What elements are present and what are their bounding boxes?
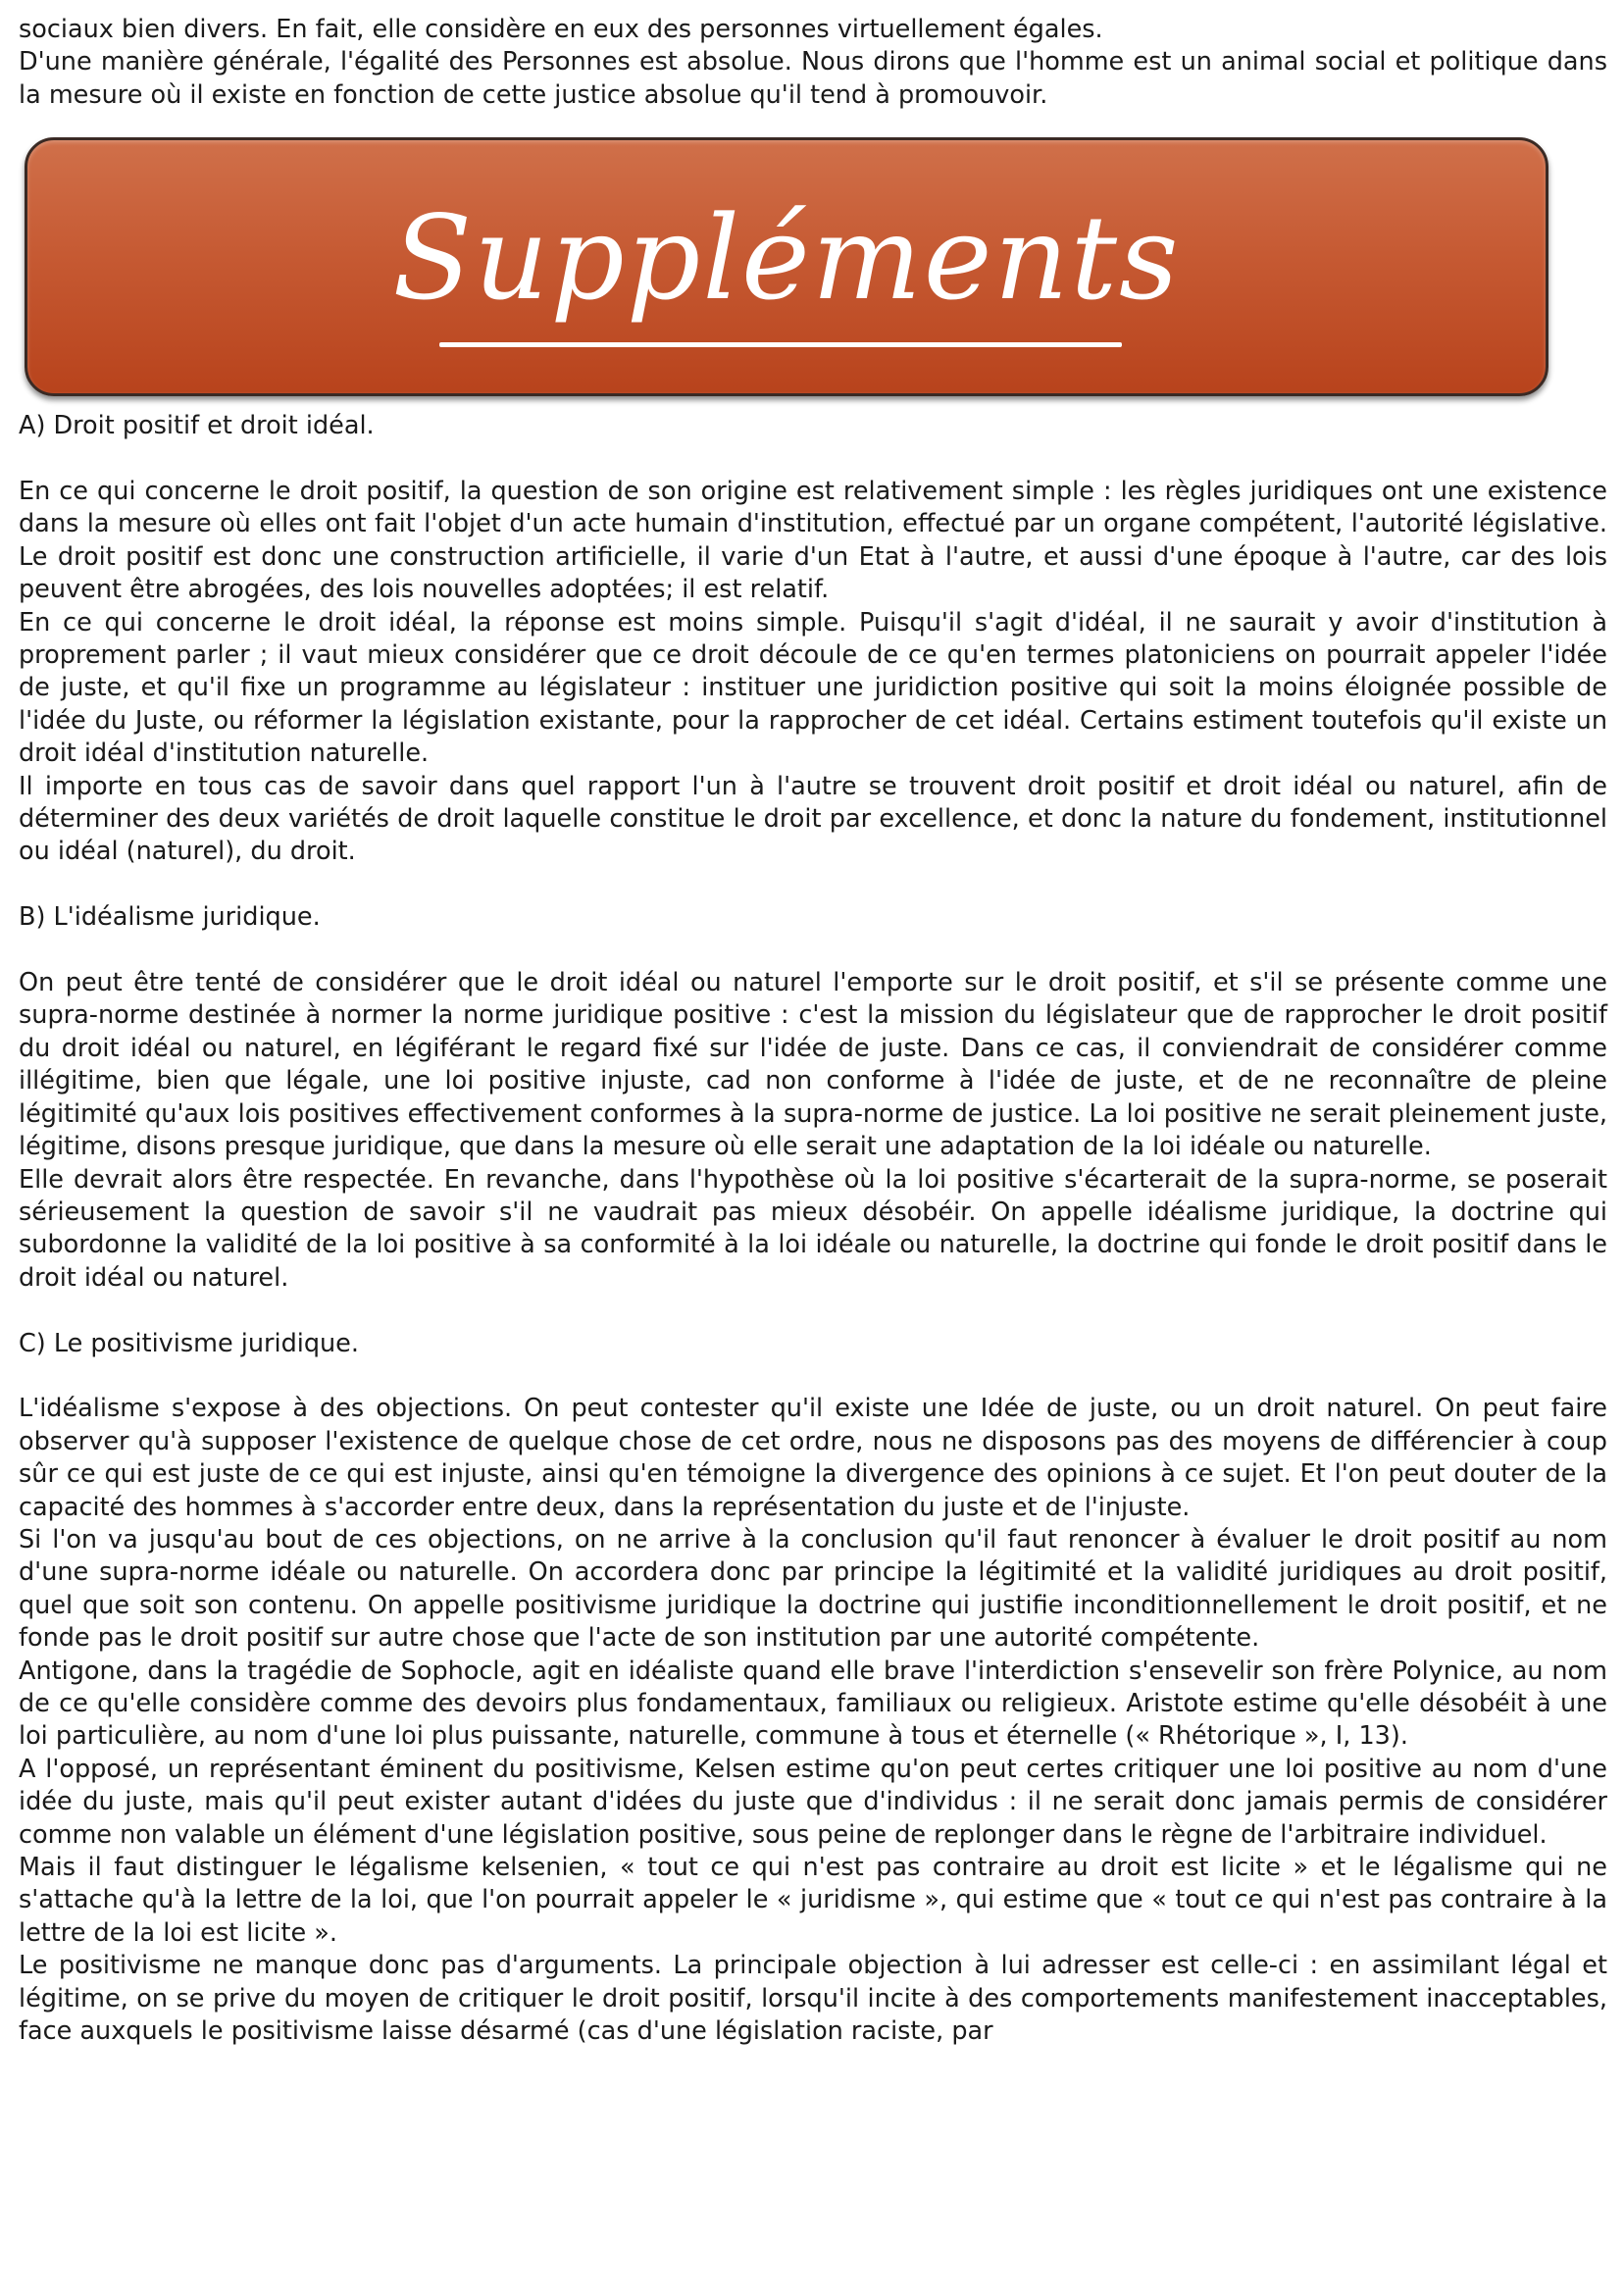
section-c-paragraph-2: Si l'on va jusqu'au bout de ces objections, on ne arrive à la conclusion qu'il faut renoncer à évaluer le droit positif au nom d'une supra-norme idéale ou naturelle. On accordera donc par principe la légitimité et la validité juridiques au droit positif, quel que soit son contenu. On appelle positivisme juridique la doctrine qui justifie inconditionnellement le droit positif, et ne fonde pas le droit positif sur autre chose que l'acte de son institution par une autorité compétente. xyxy=(19,1524,1607,1654)
banner-underline xyxy=(439,342,1122,347)
section-c-heading: C) Le positivisme juridique. xyxy=(19,1328,359,1358)
section-a-paragraph-1: En ce qui concerne le droit positif, la question de son origine est relativement simple : les règles juridiques ont une existence dans la mesure où elles ont fait l'objet d'un acte humain d'institution, effectué par un organe compétent, l'autorité législative. Le droit positif est donc une construction artificielle, il varie d'un Etat à l'autre, et aussi d'une époque à l'autre, car des lois peuvent être abrogées, des lois nouvelles adoptées; il est relatif. xyxy=(19,477,1607,605)
document-page xyxy=(19,14,1607,2048)
section-b-heading: B) L'idéalisme juridique. xyxy=(19,902,321,933)
spacer xyxy=(19,443,1607,476)
spacer xyxy=(19,935,1607,967)
banner-panel xyxy=(25,137,1548,396)
section-c-paragraph-1: L'idéalisme s'expose à des objections. On peut contester qu'il existe une Idée de juste, ou un droit naturel. On peut faire observer qu'à supposer l'existence de quelque chose de cet ordre, nous ne disposons pas des moyens de différencier à coup sûr ce qui est juste de ce qui est injuste, ainsi qu'en témoigne la divergence des opinions à ce sujet. Et l'on peut douter de la capacité des hommes à s'accorder entre deux, dans la représentation du juste et de l'injuste. xyxy=(19,1394,1607,1522)
section-b-paragraph-2: Elle devrait alors être respectée. En revanche, dans l'hypothèse où la loi positive s'écarterait de la supra-norme, se poserait sérieusement la question de savoir s'il ne vaudrait pas mieux désobéir. On appelle idéalisme juridique, la doctrine qui subordonne la validité de la loi positive à sa conformité à la loi idéale ou naturelle, la doctrine qui fonde le droit positif dans le droit idéal ou naturel. xyxy=(19,1164,1607,1293)
supplements-banner xyxy=(19,126,1607,410)
spacer xyxy=(19,869,1607,901)
section-c-paragraph-3: Antigone, dans la tragédie de Sophocle, agit en idéaliste quand elle brave l'interdiction s'ensevelir son frère Polynice, au nom de ce qu'elle considère comme des devoirs plus fondamentaux, familiaux ou religieux. Aristote estime qu'elle désobéit à une loi particulière, au nom d'une loi plus puissante, naturelle, commune à tous et éternelle (« Rhétorique », I, 13). xyxy=(19,1656,1607,1752)
section-c-paragraph-5: Mais il faut distinguer le légalisme kelsenien, « tout ce qui n'est pas contraire au droit est licite » et le légalisme qui ne s'attache qu'à la lettre de la loi, que l'on pourrait appeler le « juridisme », qui estime que « tout ce qui n'est pas contraire à la lettre de la loi est licite ». xyxy=(19,1853,1607,1948)
banner-title: Suppléments xyxy=(392,190,1181,327)
spacer xyxy=(19,1360,1607,1393)
spacer xyxy=(19,1295,1607,1327)
section-a-paragraph-3: Il importe en tous cas de savoir dans quel rapport l'un à l'autre se trouvent droit positif et droit idéal ou naturel, afin de déterminer des deux variétés de droit laquelle constitue le droit par excellence, et donc la nature du fondement, institutionnel ou idéal (naturel), du droit. xyxy=(19,771,1607,867)
section-c-paragraph-6: Le positivisme ne manque donc pas d'arguments. La principale objection à lui adresser est celle-ci : en assimilant légal et légitime, on se prive du moyen de critiquer le droit positif, lorsqu'il incite à des comportements manifestement inacceptables, face auxquels le positivisme laisse désarmé (cas d'une législation raciste, par xyxy=(19,1951,1607,2047)
section-b-paragraph-1: On peut être tenté de considérer que le droit idéal ou naturel l'emporte sur le droit positif, et s'il se présente comme une supra-norme destinée à normer la norme juridique positive : c'est la mission du législateur que de rapprocher le droit positif du droit idéal ou naturel, en légiférant le regard fixé sur l'idée de juste. Dans ce cas, il conviendrait de considérer comme illégitime, bien que légale, une loi positive injuste, cad non conforme à l'idée de juste, et de ne reconnaître de pleine légitimité qu'aux lois positives effectivement conformes à la supra-norme de justice. La loi positive ne serait pleinement juste, légitime, disons presque juridique, que dans la mesure où elle serait une adaptation de la loi idéale ou naturelle. xyxy=(19,968,1607,1162)
section-a-paragraph-2: En ce qui concerne le droit idéal, la réponse est moins simple. Puisqu'il s'agit d'idéal, il ne saurait y avoir d'institution à proprement parler ; il vaut mieux considérer que ce droit découle de ce qu'en termes platoniciens on pourrait appeler l'idée de juste, et qu'il fixe un programme au législateur : instituer une juridiction positive qui soit la moins éloignée possible de l'idée du Juste, ou réformer la législation existante, pour la rapprocher de cet idéal. Certains estiment toutefois qu'il existe un droit idéal d'institution naturelle. xyxy=(19,607,1607,769)
intro-paragraph-2: D'une manière générale, l'égalité des Personnes est absolue. Nous dirons que l'homme est un animal social et politique dans la mesure où il existe en fonction de cette justice absolue qu'il tend à promouvoir. xyxy=(19,47,1607,110)
section-c-paragraph-4: A l'opposé, un représentant éminent du positivisme, Kelsen estime qu'on peut certes critiquer une loi positive au nom d'une idée du juste, mais qu'il peut exister autant d'idées du juste que d'individus : il ne serait donc jamais permis de considérer comme non valable un élément d'une législation positive, sous peine de replonger dans le règne de l'arbitraire individuel. xyxy=(19,1754,1607,1850)
intro-paragraph-1: sociaux bien divers. En fait, elle considère en eux des personnes virtuellement égales. xyxy=(19,15,1103,44)
section-a-heading: A) Droit positif et droit idéal. xyxy=(19,411,375,441)
